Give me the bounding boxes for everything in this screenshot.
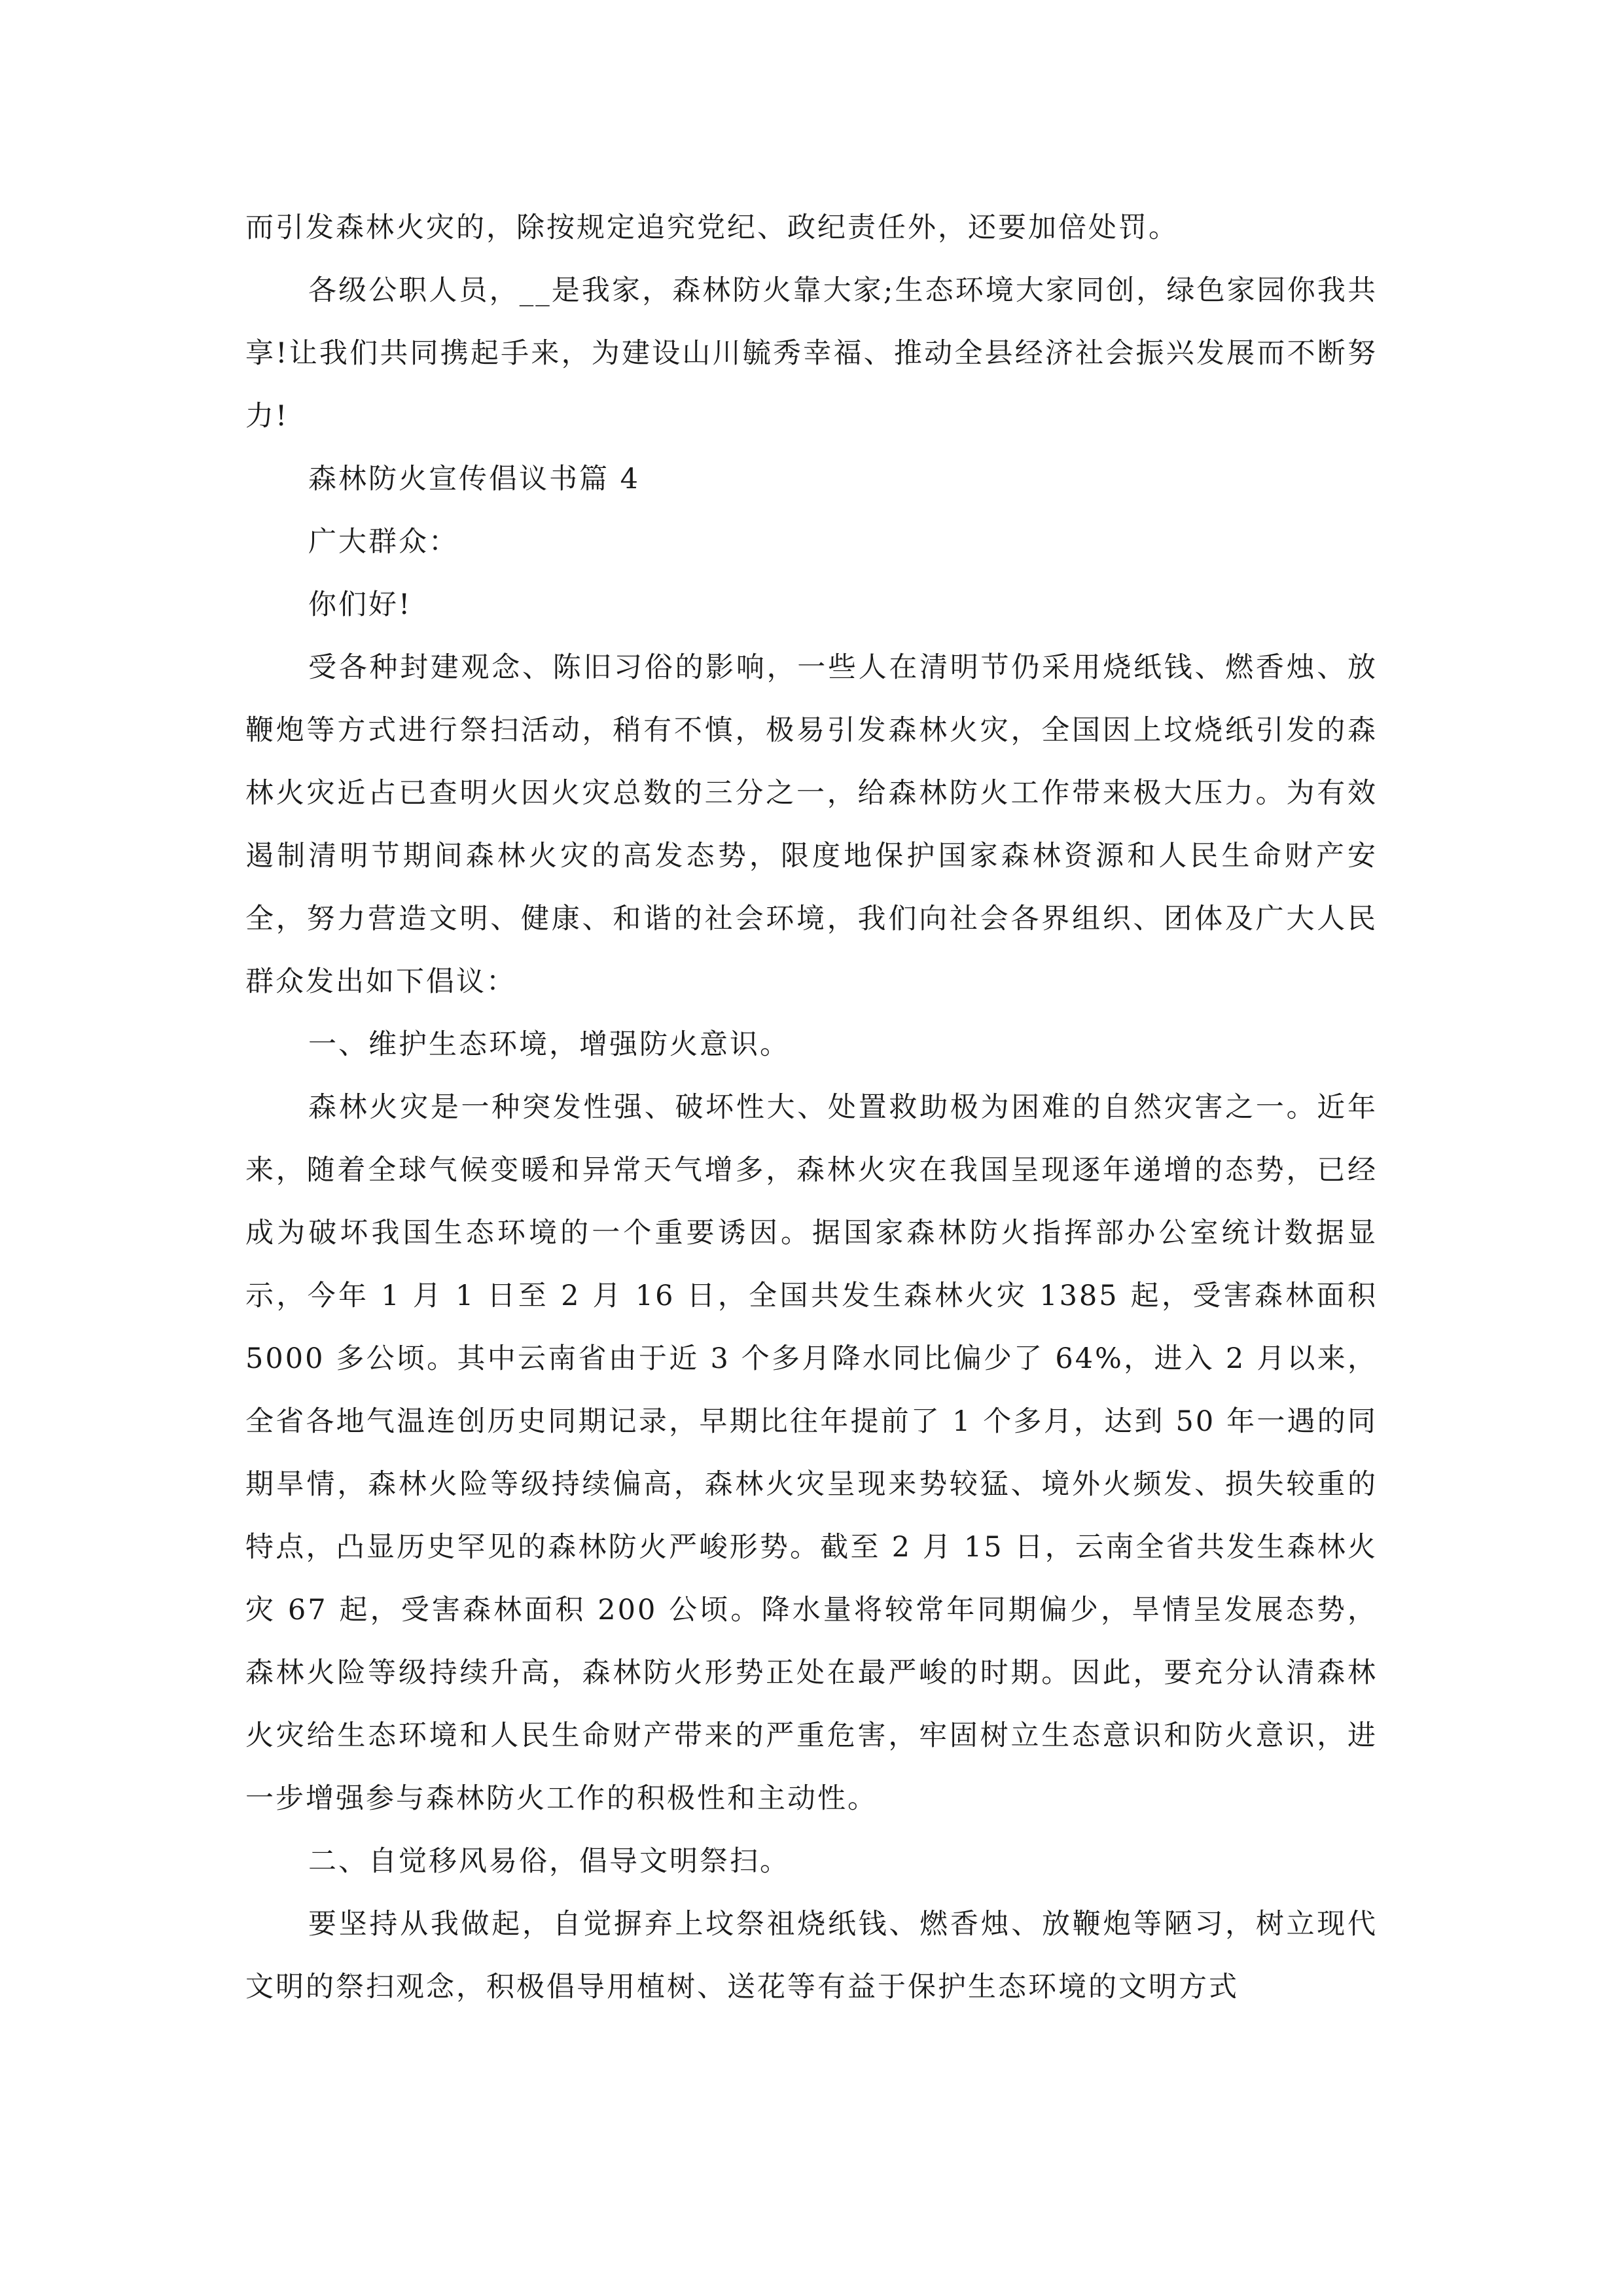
- paragraph-appeal-closing: 各级公职人员，__是我家，森林防火靠大家;生态环境大家同创，绿色家园你我共享!让我们共同携起手来，为建设山川毓秀幸福、推动全县经济社会振兴发展而不断努力!: [245, 274, 1378, 433]
- paragraph-point-one: 森林火灾是一种突发性强、破坏性大、处置救助极为困难的自然灾害之一。近年来，随着全球气候变暖和异常天气增多，森林火灾在我国呈现逐年递增的态势，已经成为破坏我国生态环境的一个重要诱因。据国家森林防火指挥部办公室统计数据显示，今年 1 月 1 日至 2 月 16 日，全国共发生森林火灾 1385 起，受害森林面积 5000 多公顷。其中云南省由于近 3 个多月降水同比偏少了 64%，进入 2 月以来，全省各地气温连创历史同期记录，早期比往年提前了 1 个多月，达到 50 年一遇的同期旱情，森林火险等级持续偏高，森林火灾呈现来势较猛、境外火频发、损失较重的特点，凸显历史罕见的森林防火严峻形势。截至 2 月 15 日，云南全省共发生森林火灾 67 起，受害森林面积 200 公顷。降水量将较常年同期偏少，旱情呈发展态势，森林火险等级持续升高，森林防火形势正处在最严峻的时期。因此，要充分认清森林火灾给生态环境和人民生命财产带来的严重危害，牢固树立生态意识和防火意识，进一步增强参与森林防火工作的积极性和主动性。: [245, 1091, 1378, 1815]
- paragraph-continuation: 而引发森林火灾的，除按规定追究党纪、政纪责任外，还要加倍处罚。: [245, 211, 1179, 244]
- greeting: 你们好!: [308, 588, 412, 621]
- document-body: [245, 196, 1378, 2018]
- heading-point-one: 一、维护生态环境，增强防火意识。: [308, 1028, 790, 1061]
- section-heading-part4: 森林防火宣传倡议书篇 4: [308, 463, 641, 495]
- paragraph-introduction: 受各种封建观念、陈旧习俗的影响，一些人在清明节仍采用烧纸钱、燃香烛、放鞭炮等方式进行祭扫活动，稍有不慎，极易引发森林火灾，全国因上坟烧纸引发的森林火灾近占已查明火因火灾总数的三分之一，给森林防火工作带来极大压力。为有效遏制清明节期间森林火灾的高发态势，限度地保护国家森林资源和人民生命财产安全，努力营造文明、健康、和谐的社会环境，我们向社会各界组织、团体及广大人民群众发出如下倡议：: [245, 651, 1378, 998]
- salutation: 广大群众：: [308, 526, 459, 558]
- heading-point-two: 二、自觉移风易俗，倡导文明祭扫。: [308, 1845, 790, 1878]
- paragraph-point-two: 要坚持从我做起，自觉摒弃上坟祭祖烧纸钱、燃香烛、放鞭炮等陋习，树立现代文明的祭扫观念，积极倡导用植树、送花等有益于保护生态环境的文明方式: [245, 1908, 1378, 2003]
